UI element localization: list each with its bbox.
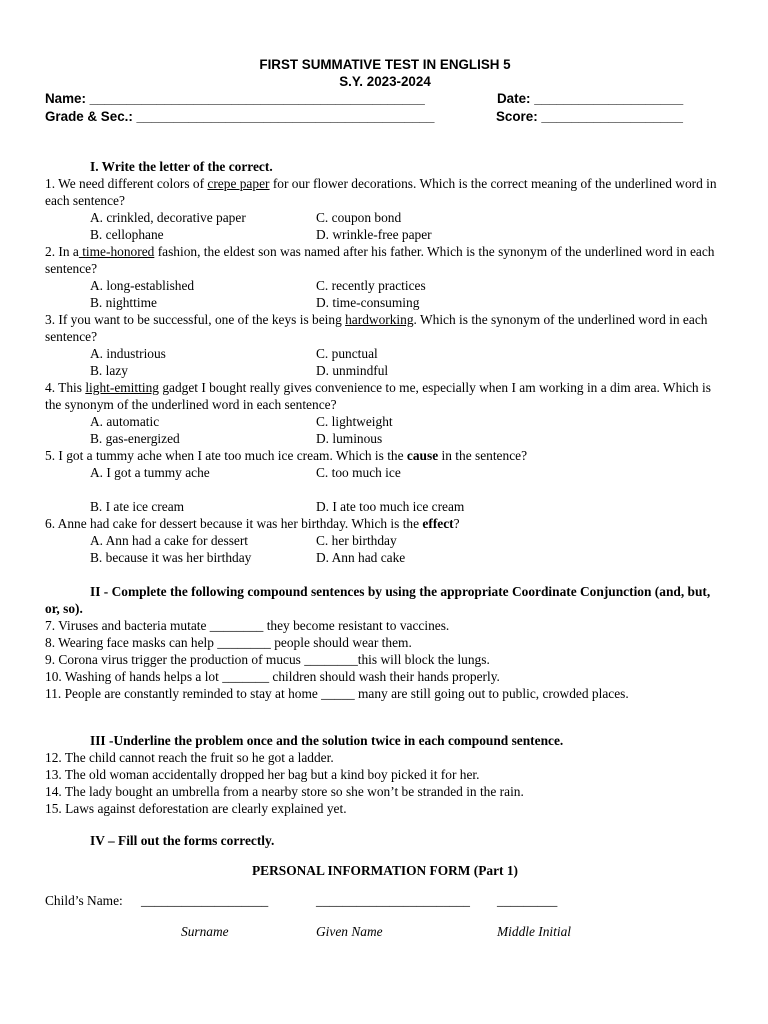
part3-item: 12. The child cannot reach the fruit so he got a ladder. [45, 750, 334, 765]
surname-blank[interactable]: ___________________ [141, 893, 269, 908]
part3-item: 15. Laws against deforestation are clearly explained yet. [45, 801, 347, 816]
question-4: 4. This light-emitting gadget I bought really gives convenience to me, especially when I am working in a dim area. Which is the synonym of the underlined word in each sentence? [45, 380, 715, 412]
choice-c: C. punctual [316, 346, 378, 361]
choice-c: C. her birthday [316, 533, 397, 548]
choice-a: A. Ann had a cake for dessert [90, 533, 249, 548]
question-6: 6. Anne had cake for dessert because it was her birthday. Which is the effect? [45, 516, 460, 531]
underlined-term: light-emitting [85, 380, 159, 395]
part3-item: 14. The lady bought an umbrella from a nearby store so she won’t be stranded in the rain. [45, 784, 524, 799]
given-name-label: Given Name [316, 924, 383, 939]
part1-heading: I. Write the letter of the correct. [90, 159, 273, 174]
choice-a: A. I got a tummy ache [90, 465, 210, 480]
surname-label: Surname [181, 924, 229, 939]
choice-b: B. gas-energized [90, 431, 180, 446]
part2-heading: II - Complete the following compound sentences by using the appropriate Coordinate Conjunction (and, but, or, so). [45, 584, 714, 616]
bold-term: effect [422, 516, 454, 531]
name-labels-row [45, 923, 725, 940]
date-field[interactable]: Date: ____________________ [497, 91, 684, 106]
middle-initial-label: Middle Initial [497, 924, 572, 939]
q4-choices-row-1 [45, 413, 725, 430]
choice-b: B. nighttime [90, 295, 157, 310]
underlined-term: time-honored [78, 244, 155, 259]
q2-choices-row-2 [45, 294, 725, 311]
middle-initial-blank[interactable]: _________ [497, 893, 558, 908]
test-title: FIRST SUMMATIVE TEST IN ENGLISH 5 [259, 57, 511, 72]
choice-c: C. recently practices [316, 278, 426, 293]
choice-d: D. luminous [316, 431, 383, 446]
choice-b: B. cellophane [90, 227, 164, 242]
q2-choices-row-1 [45, 277, 725, 294]
underlined-term: hardworking [345, 312, 414, 327]
choice-b: B. because it was her birthday [90, 550, 252, 565]
bold-term: cause [406, 448, 439, 463]
form-title: PERSONAL INFORMATION FORM (Part 1) [251, 863, 519, 878]
choice-b: B. lazy [90, 363, 128, 378]
given-name-blank[interactable]: _______________________ [316, 893, 470, 908]
choice-a: A. crinkled, decorative paper [90, 210, 246, 225]
part2-item: 8. Wearing face masks can help ________ people should wear them. [45, 635, 412, 650]
school-year: S.Y. 2023-2024 [339, 74, 431, 89]
choice-c: C. coupon bond [316, 210, 402, 225]
choice-d: D. Ann had cake [316, 550, 406, 565]
part2-item: 7. Viruses and bacteria mutate ________ they become resistant to vaccines. [45, 618, 450, 633]
child-name-row [45, 892, 725, 909]
q3-choices-row-1 [45, 345, 725, 362]
question-5: 5. I got a tummy ache when I ate too much ice cream. Which is the cause in the sentence? [45, 448, 528, 463]
grade-section-field[interactable]: Grade & Sec.: ________________________________________ [45, 108, 435, 124]
choice-b: B. I ate ice cream [90, 499, 185, 514]
q4-choices-row-2 [45, 430, 725, 447]
part2-item: 10. Washing of hands helps a lot _______ children should wash their hands properly. [45, 669, 500, 684]
part3-item: 13. The old woman accidentally dropped her bag but a kind boy picked it for her. [45, 767, 480, 782]
header-row-2 [45, 108, 725, 126]
choice-a: A. long-established [90, 278, 195, 293]
q5-choices-row-2 [45, 498, 725, 515]
part4-heading: IV – Fill out the forms correctly. [90, 833, 275, 848]
choice-c: C. lightweight [316, 414, 393, 429]
q5-choices-row-1 [45, 464, 725, 481]
question-1: 1. We need different colors of crepe paper for our flower decorations. Which is the correct meaning of the underlined word in each sentence? [45, 176, 720, 208]
part3-heading: III -Underline the problem once and the solution twice in each compound sentence. [90, 733, 564, 748]
choice-d: D. I ate too much ice cream [316, 499, 465, 514]
q1-choices-row-1 [45, 209, 725, 226]
test-page [45, 56, 725, 940]
choice-a: A. industrious [90, 346, 166, 361]
child-name-label: Child’s Name: [45, 893, 123, 908]
name-field[interactable]: Name: _____________________________________________ [45, 91, 425, 106]
question-2: 2. In a time-honored fashion, the eldest son was named after his father. Which is the synonym of the underlined word in each sentence? [45, 244, 718, 276]
choice-d: D. wrinkle-free paper [316, 227, 432, 242]
underlined-term: crepe paper [207, 176, 270, 191]
part2-item: 11. People are constantly reminded to stay at home _____ many are still going out to public, crowded places. [45, 686, 629, 701]
q6-choices-row-1 [45, 532, 725, 549]
q6-choices-row-2 [45, 549, 725, 566]
q1-choices-row-2 [45, 226, 725, 243]
score-field[interactable]: Score: ___________________ [496, 108, 683, 124]
question-3: 3. If you want to be successful, one of the keys is being hardworking. Which is the synonym of the underlined word in each sentence? [45, 312, 711, 344]
choice-d: D. time-consuming [316, 295, 420, 310]
choice-d: D. unmindful [316, 363, 389, 378]
choice-a: A. automatic [90, 414, 160, 429]
part2-item: 9. Corona virus trigger the production of mucus ________this will block the lungs. [45, 652, 490, 667]
choice-c: C. too much ice [316, 465, 401, 480]
q3-choices-row-2 [45, 362, 725, 379]
header-row-1 [45, 90, 725, 108]
